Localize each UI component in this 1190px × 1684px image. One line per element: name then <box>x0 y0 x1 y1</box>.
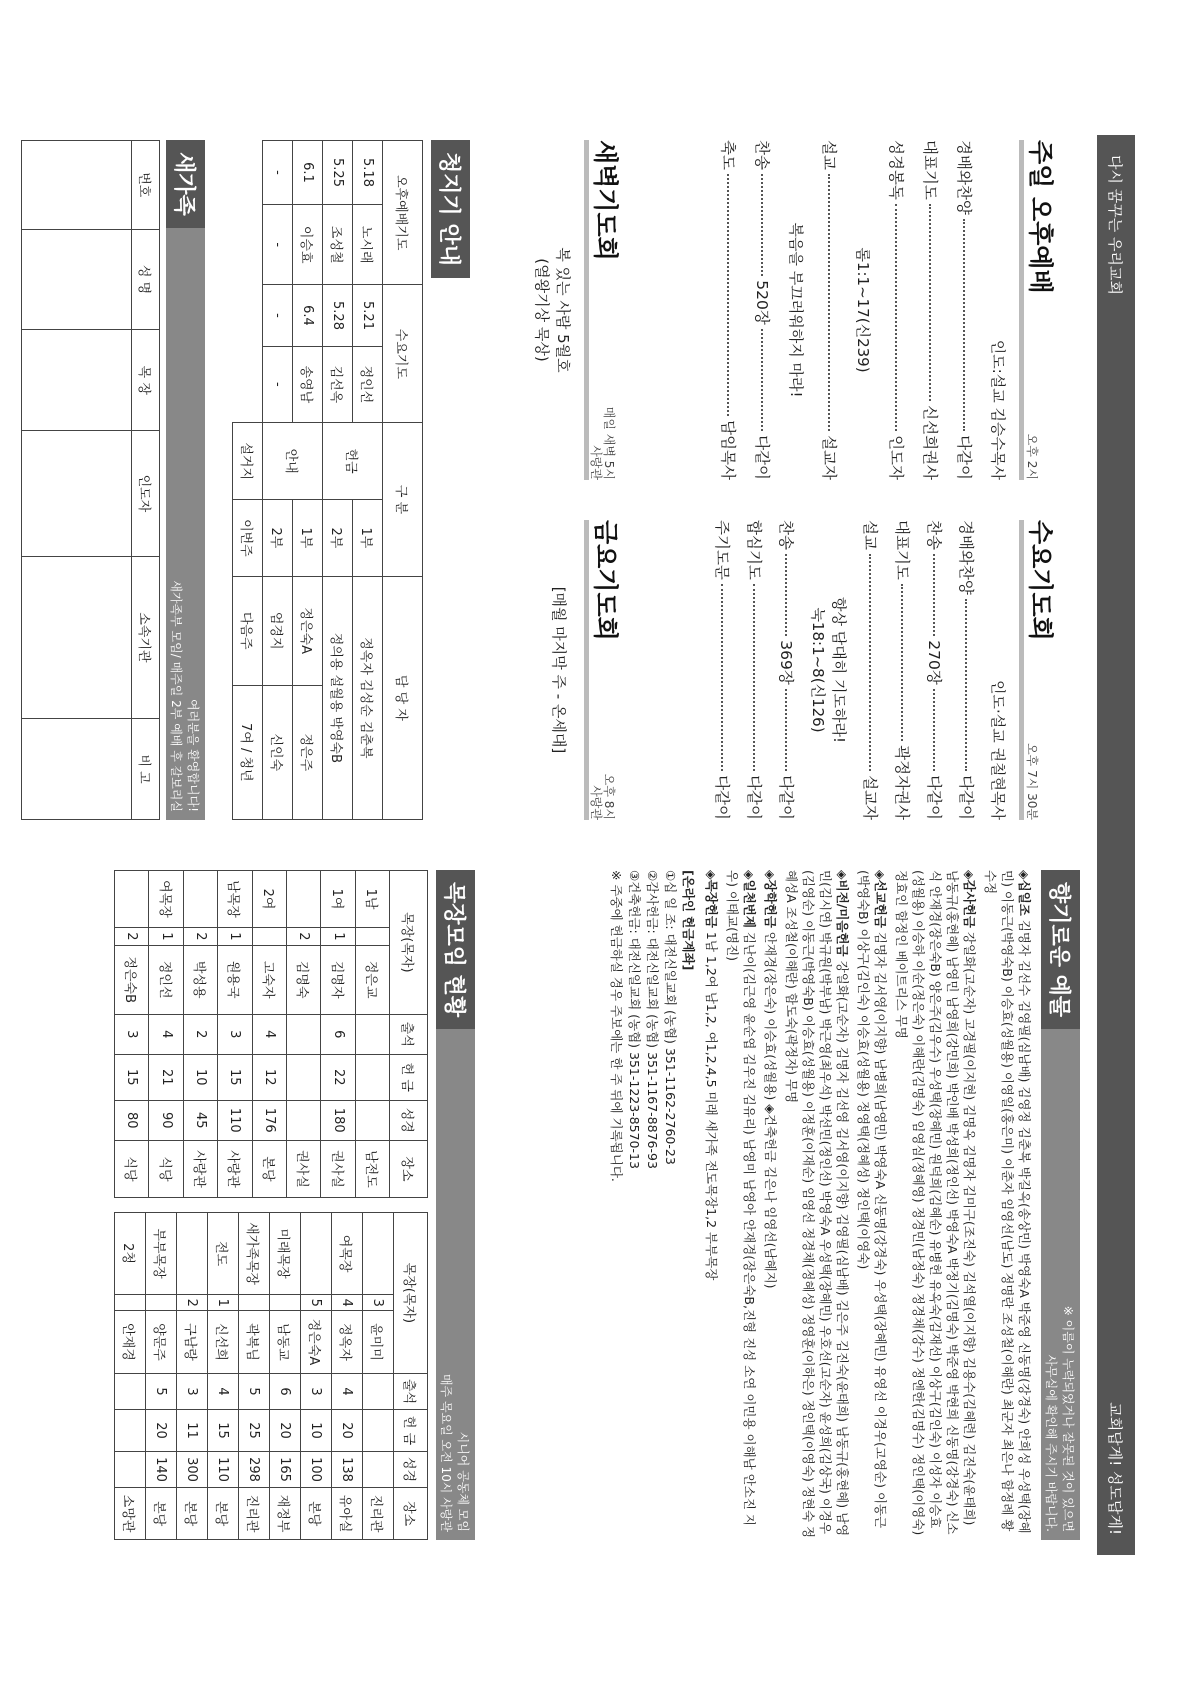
table-row <box>252 871 286 1198</box>
cells-subs <box>436 1029 475 1540</box>
th: 목장(목자) <box>394 1213 428 1374</box>
cell: - <box>263 285 293 346</box>
cell <box>22 719 132 820</box>
cell: 고숙자 <box>252 945 286 1014</box>
cell: 1남 <box>355 871 389 928</box>
friday-prayer <box>549 520 625 820</box>
cell: 7여 / 청년 <box>233 685 263 819</box>
offering-item-text: 강일화(고순자) 고경필(이지현) 김명옥 김명자 김미구(조진숙) 김석열(이지향) 김용수(김혜련) 김진숙(윤태희) 남동규(홍현혜) 남영민 남영희(강민희) 박인배 박성희(정인선) 박영숙A 박정기(김명숙) 박준영 박현희 신동명(강경숙) 신소식 안재경(장은숙B) 양은주(김우수) 우성택(장혜민) 원덕희(김혜순) 유병헌 유옥숙(김재선) 이상구(김인숙) 이성자 이승효(성월용) 이승하 이순(정은숙) 이해란(김명숙) 임영심(정혜영) 정경민(남정숙) 정경채(강수) 정엔한(김명수) 정인택(이영숙) 정효인 함정인 베이트리스 무명 <box>894 870 977 1536</box>
cell: 298 <box>239 1451 270 1488</box>
cell: 4 <box>332 1373 363 1410</box>
cell: 남목장 <box>218 871 252 928</box>
offering-item <box>703 870 720 1540</box>
th: 출석 <box>394 1373 428 1410</box>
th: 헌 금 <box>390 1054 428 1100</box>
cell: 165 <box>270 1451 301 1488</box>
cell <box>363 1451 394 1488</box>
cell: 정은숙B <box>115 945 149 1014</box>
table-row <box>218 871 252 1198</box>
top-band-left: 다시 꿈꾸는 우리교회 <box>1106 155 1125 295</box>
cell: 2 <box>287 928 321 946</box>
cell: 4 <box>208 1373 239 1410</box>
cell: 2 <box>183 928 217 946</box>
newfamily-note1: 여러분을 환영합니다! <box>186 699 201 812</box>
cell: 소망관 <box>115 1488 146 1540</box>
cell: 남동교 <box>270 1311 301 1374</box>
cell: 80 <box>115 1100 149 1140</box>
cell: 5 <box>239 1373 270 1410</box>
cell-groups <box>114 870 475 1540</box>
cell: 조성철 <box>323 205 353 285</box>
th: 소속기관 <box>132 556 160 718</box>
cell: 1 <box>149 928 183 946</box>
table-row <box>115 1213 146 1540</box>
cell: 90 <box>149 1100 183 1140</box>
th: 장소 <box>390 1140 428 1197</box>
cell-value: 청년 <box>238 756 253 782</box>
th: 목장(목자) <box>390 871 428 1015</box>
cell: 김명숙 <box>287 945 321 1014</box>
cell: 11 <box>177 1410 208 1452</box>
cells-sub1: 시니어 공동체 모임 <box>456 1431 471 1532</box>
cell: 2 <box>115 928 149 946</box>
cell <box>115 871 149 928</box>
cell: 138 <box>332 1451 363 1488</box>
offering-item <box>982 870 1033 1540</box>
table-row <box>363 1213 394 1540</box>
cell: 양문주 <box>146 1311 177 1374</box>
cell: 6 <box>270 1373 301 1410</box>
wednesday-row: 합심기도 다같이 <box>745 520 763 820</box>
cells-tables <box>114 870 428 1540</box>
cell: 사랑관 <box>218 1140 252 1197</box>
cell: 김명자 <box>321 945 355 1014</box>
cell <box>287 871 321 928</box>
offering-item-head: ◈십일조 <box>1017 870 1032 916</box>
sunday-row: 경배와찬양 다같이 <box>955 140 973 480</box>
offering-item <box>783 870 851 1540</box>
cell: 20 <box>270 1410 301 1452</box>
online-account: ③건축헌금: 대전신일교회 (농협) 351-1223-8570-13 <box>627 870 642 1169</box>
online-note: ※ 주중에 헌금하실 경우 주보에는 한 주 뒤에 기록됩니다. <box>609 870 624 1182</box>
offering-item-head: ◈일천번제 <box>742 870 757 928</box>
cell: 정인선 <box>149 945 183 1014</box>
cell <box>301 1213 332 1295</box>
cell: 140 <box>146 1451 177 1488</box>
cell: 본당 <box>208 1488 239 1540</box>
online-accounts <box>607 870 697 1540</box>
cell: 4 <box>252 1014 286 1054</box>
cell: 3 <box>177 1373 208 1410</box>
sunday-leader: 인도:설교 김승수목사 <box>989 339 1007 480</box>
cell: 6.1 <box>293 141 323 205</box>
sunday-title: 주일 오후예배 <box>1026 140 1055 294</box>
th-category: 구 분 <box>383 423 423 577</box>
cell: 2 <box>177 1295 208 1311</box>
table-row <box>321 871 355 1198</box>
offering-note1: ※ 이름이 누락되었거나 잘못된 것이 있으면 <box>1061 1305 1076 1532</box>
cell: - <box>263 205 293 285</box>
wednesday-time: 오후 7시 30분 <box>1025 743 1039 820</box>
table-row <box>301 1213 332 1540</box>
cells-table-left <box>114 870 428 1198</box>
wednesday-leader: 인도·설교 권칠현목사 <box>989 680 1007 820</box>
cell <box>239 1295 270 1311</box>
cell: 1 <box>208 1295 239 1311</box>
cell: 정의용 설월용 박영숙B <box>323 576 353 819</box>
cell: 3 <box>301 1373 332 1410</box>
cell: 20 <box>146 1410 177 1452</box>
cell: 10 <box>301 1410 332 1452</box>
cell: 진리관 <box>239 1488 270 1540</box>
cell: 15 <box>218 1054 252 1100</box>
cell <box>355 1100 389 1140</box>
cell: - <box>263 346 293 423</box>
cell <box>355 928 389 946</box>
offering-note2: 사무실에 확인해 주시기 바랍니다. <box>1044 1354 1059 1532</box>
dawn-tag <box>589 407 615 480</box>
offering-item <box>893 870 978 1540</box>
cell: 3 <box>218 1014 252 1054</box>
cell <box>355 1014 389 1054</box>
cell: 안재경 <box>115 1311 146 1374</box>
offering-item-text: 강일화(고순자) 김명자 김선영 김서영(이지향) 김영필(심남배) 김은주 김진숙(윤태희) 남동규(홍현혜) 남영민(김시연) 박규원(박부남) 박근영(최우석) 박선민(정인선) 박영숙A 우성택(장혜민) 우호선(고순자) 윤성희(김상국) 이경우(김영순) 이동근(박영숙B) 이승효(성월용) 이정훈(이재순) 임영선 정경채(정혜성) 정영훈(이하은) 정인택(이영숙) 정현숙 정혜성A 조성철(이해란) 함도숙(곽정자) 무명 <box>784 870 850 1539</box>
cell: 1 <box>218 928 252 946</box>
new-family <box>21 140 205 820</box>
cell: 5.18 <box>353 141 383 205</box>
cell: 2부 <box>263 500 293 577</box>
th: 성경 <box>390 1100 428 1140</box>
cell: 180 <box>321 1100 355 1140</box>
friday-tag1: 오후 8시 <box>602 773 616 820</box>
sunday-hymn: 찬송 520장 다같이 <box>753 140 771 480</box>
wednesday-title: 수요기도회 <box>1026 520 1055 641</box>
cell: 1여 <box>321 871 355 928</box>
th: 성경 <box>394 1451 428 1488</box>
cell <box>287 1100 321 1140</box>
offering-item-head: ◈장학헌금 <box>763 870 778 928</box>
cell-value: 7여 <box>238 722 253 744</box>
cell <box>115 1410 146 1452</box>
cell <box>287 1014 321 1054</box>
table-row <box>332 1213 363 1540</box>
sunday-row: 성경봉독 인도자 <box>887 140 905 480</box>
dawn-line2: (열왕기상 묵상) <box>533 258 551 362</box>
cell: 사랑관 <box>183 1140 217 1197</box>
cell: - <box>263 141 293 205</box>
offering-item-head: ◈목장헌금 <box>704 870 719 928</box>
cell <box>22 330 132 431</box>
cell <box>177 1213 208 1295</box>
dawn-prayer <box>532 140 625 480</box>
sunday-sermon-title: 복음을 부끄러워하지 마라! <box>787 222 805 398</box>
cell <box>287 1054 321 1100</box>
offering-item-text: 김명자 김서영(이지향) 남병희(남영민) 박영숙A 신동명(강경숙) 우성택(장혜민) 유영선 이경우(고영순) 이동근(박영숙B) 이상구(김인숙) 이승효(성월용) 정영택(정혜성) 정인택(이영숙) <box>856 870 888 1529</box>
online-account: ②감사헌금: 대전신일교회 (농협) 351-1167-8876-93 <box>645 870 660 1169</box>
cell: 4 <box>149 1014 183 1054</box>
cell: 식당 <box>115 1140 149 1197</box>
wednesday-row: 경배와찬양 다같이 <box>957 520 975 820</box>
cell: 본당 <box>301 1488 332 1540</box>
cell: 정은숙A <box>293 576 323 685</box>
sunday-service <box>706 140 1060 480</box>
th: 장소 <box>394 1488 428 1540</box>
friday-tag <box>589 774 615 820</box>
cell: 박성용 <box>183 945 217 1014</box>
cell: 부부목장 <box>146 1213 177 1295</box>
cells-sub2: 매주 목요일 오전 10시 사랑관 <box>439 1373 454 1532</box>
cell <box>22 556 132 718</box>
wednesday-row: 주기도문 다같이 <box>713 520 731 820</box>
cell: 6 <box>321 1014 355 1054</box>
sunday-row: 대표기도 신선희권사 <box>921 140 939 480</box>
dawn-title: 새벽기도회 <box>591 140 620 261</box>
cell: 5 <box>146 1373 177 1410</box>
cell: 20 <box>332 1410 363 1452</box>
cell: 1부 <box>293 500 323 577</box>
table-row <box>149 871 183 1198</box>
cell: 22 <box>321 1054 355 1100</box>
th: 목 장 <box>132 330 160 431</box>
cell: 300 <box>177 1451 208 1488</box>
offering-item-head: ◈비전/미음헌금 <box>835 870 850 957</box>
cell: 본당 <box>252 1140 286 1197</box>
th-person: 담 당 자 <box>383 576 423 819</box>
sunday-sermon: 설교 설교자 <box>820 140 838 480</box>
cell: 45 <box>183 1100 217 1140</box>
cell: 송영남 <box>293 346 323 423</box>
cell <box>115 1295 146 1311</box>
cell <box>22 229 132 330</box>
dawn-tag2: 사랑관 <box>589 445 603 480</box>
cell-empty <box>233 141 263 423</box>
cell <box>183 871 217 928</box>
newfamily-table <box>21 140 160 820</box>
offering-list <box>703 870 1033 1540</box>
cell: 노시래 <box>353 205 383 285</box>
cell: 안내 <box>263 423 323 500</box>
th: 비 고 <box>132 719 160 820</box>
friday-title: 금요기도회 <box>591 520 620 641</box>
cell: 4 <box>332 1295 363 1311</box>
th: 성 명 <box>132 229 160 330</box>
cell: 3 <box>363 1295 394 1311</box>
cell: 2청 <box>115 1213 146 1295</box>
cell <box>115 1373 146 1410</box>
offering-item <box>762 870 779 1540</box>
fragrant-offering <box>607 870 1080 1540</box>
offering-item-text: 김명자 김선수 김영필(심남배) 김영정 김춘복 박길옥(송상민) 박영숙A 박준영 신동명(강경숙) 안희성 우성택(장혜민) 이동근(박영숙B) 이승효(성월용) 이영일(홍은미) 이춘자 임영선(남도) 정명란 조성철(이해란) 최군자 최은나 함정례 황수정 <box>983 870 1032 1534</box>
offering-item-head: ◈선교헌금 <box>873 870 888 928</box>
cell <box>355 1054 389 1100</box>
cell: 25 <box>239 1410 270 1452</box>
cell: 5.21 <box>353 285 383 346</box>
wednesday-row: 설교 설교자 <box>861 520 879 820</box>
cell: 원용국 <box>218 945 252 1014</box>
cell: 식당 <box>149 1140 183 1197</box>
cell: 5 <box>301 1295 332 1311</box>
cell: 진리관 <box>363 1488 394 1540</box>
dawn-line1: 복 있는 사람 5월호 <box>554 247 572 373</box>
cell: 설거지 <box>233 423 263 500</box>
cell: 정옥자 <box>332 1311 363 1374</box>
newfamily-notes <box>166 228 205 820</box>
cell: 김선옥 <box>323 346 353 423</box>
cell: 100 <box>301 1451 332 1488</box>
steward-table <box>232 140 423 820</box>
cell: 21 <box>149 1054 183 1100</box>
cell: 2 <box>183 1014 217 1054</box>
cell: 본당 <box>146 1488 177 1540</box>
top-band <box>1097 135 1135 1555</box>
table-row <box>355 871 389 1198</box>
cell: 여목장 <box>149 871 183 928</box>
cell: 새가족목장 <box>239 1213 270 1295</box>
cell: 헌금 <box>323 423 383 500</box>
steward-title: 청지기 안내 <box>431 140 470 278</box>
cell: 본당 <box>177 1488 208 1540</box>
cell: 3 <box>115 1014 149 1054</box>
friday-line: [매월 마지막 주 - 온세대] <box>550 586 568 754</box>
th-afternoon: 오후예배기도 <box>383 141 423 285</box>
cell: 이승효 <box>293 205 323 285</box>
online-title: [온라인 헌금계좌] <box>681 870 696 971</box>
friday-tag2: 사랑관 <box>589 785 603 820</box>
cell: 구남랑 <box>177 1311 208 1374</box>
newfamily-title: 새가족 <box>166 140 205 228</box>
th-wednesday: 수요기도 <box>383 285 423 423</box>
offering-item-text: 김난이(김근영 윤순엽 김우진 김유리) 남영미 남영아 안재경(장은숙B,진형 진성 소연 이민용 이해남 안소진 지우) 이태교(명진) <box>725 870 757 1526</box>
cell <box>363 1213 394 1295</box>
th: 인도자 <box>132 431 160 557</box>
offering-item-text: 안재경(장은숙) 이승효(성월용) ◈건축헌금 김은나 임영선(남혜지) <box>763 931 778 1289</box>
cell: 2부 <box>323 500 353 577</box>
steward-guide <box>232 140 470 820</box>
cell: 정인선 <box>353 346 383 423</box>
cell: 정은교 <box>355 945 389 1014</box>
cell: 110 <box>208 1451 239 1488</box>
cell: 15 <box>115 1054 149 1100</box>
cell: 1부 <box>353 500 383 577</box>
cell: 이번주 <box>233 500 263 577</box>
wednesday-sermon-title: 항상 담대히 기도하라! <box>830 597 848 743</box>
cell: 신인숙 <box>263 685 293 819</box>
cell <box>270 1295 301 1311</box>
offering-item <box>855 870 889 1540</box>
newfamily-note2: 새가족부 모임/ 매주일 2부 예배 후 갈보리실 <box>169 580 184 812</box>
cell: 권사실 <box>287 1140 321 1197</box>
cell: 1 <box>321 928 355 946</box>
cell: 정은주 <box>293 685 323 819</box>
cell: 엄경지 <box>263 576 293 685</box>
wednesday-row: 찬송 369장 다같이 <box>777 520 795 820</box>
cell <box>22 431 132 557</box>
cells-table-right <box>114 1212 428 1540</box>
cell <box>22 141 132 230</box>
cell: 12 <box>252 1054 286 1100</box>
offering-item <box>724 870 758 1540</box>
cell: 정은숙A <box>301 1311 332 1374</box>
offering-notes <box>1041 1029 1080 1540</box>
cell <box>115 1451 146 1488</box>
table-row <box>208 1213 239 1540</box>
cell <box>363 1410 394 1452</box>
wednesday-verse: 눅18:1~8(신126) <box>809 607 827 733</box>
table-row <box>146 1213 177 1540</box>
cell: 110 <box>218 1100 252 1140</box>
cell: 권사실 <box>321 1140 355 1197</box>
cell: 176 <box>252 1100 286 1140</box>
cell: 재정부 <box>270 1488 301 1540</box>
cell: 다음주 <box>233 576 263 685</box>
cell: 신선희 <box>208 1311 239 1374</box>
sunday-benediction: 축도 담임목사 <box>719 140 737 480</box>
cell: 정옥자 김성순 김춘복 <box>353 576 383 819</box>
cell: 15 <box>208 1410 239 1452</box>
sunday-time: 오후 2시 <box>1025 433 1039 480</box>
offering-item-text: 1남 1,2여 남1,2, 여1,2,4,5 미래 새가족 전도목장1,2 부부목장 <box>704 931 719 1281</box>
wednesday-row: 찬송 270장 다같이 <box>925 520 943 820</box>
dawn-tag1: 매일 새벽 5시 <box>602 406 616 480</box>
cell <box>252 928 286 946</box>
th: 출석 <box>390 1014 428 1054</box>
table-row <box>287 871 321 1198</box>
cell: 10 <box>183 1054 217 1100</box>
table-row <box>270 1213 301 1540</box>
cell: 전도 <box>208 1213 239 1295</box>
cell: 5.28 <box>323 285 353 346</box>
cell <box>146 1295 177 1311</box>
cell: 곽복님 <box>239 1311 270 1374</box>
th: 번호 <box>132 141 160 230</box>
table-row <box>183 871 217 1198</box>
wednesday-service <box>702 520 1060 820</box>
table-row <box>115 871 149 1198</box>
cells-title: 목장모임 현황 <box>436 870 475 1029</box>
table-row <box>177 1213 208 1540</box>
cell: 2여 <box>252 871 286 928</box>
cell: 남전도 <box>355 1140 389 1197</box>
cell: 미래목장 <box>270 1213 301 1295</box>
cell: 여목장 <box>332 1213 363 1295</box>
table-row <box>239 1213 270 1540</box>
th: 헌 금 <box>394 1410 428 1452</box>
wednesday-row: 대표기도 곽정자권사 <box>893 520 911 820</box>
cell: 유아실 <box>332 1488 363 1540</box>
top-band-right: 교회답게! 성도답게! <box>1106 1402 1125 1535</box>
sunday-verse: 롬1:1~17(신239) <box>854 247 872 373</box>
offering-title: 향기로운 예물 <box>1041 870 1080 1029</box>
cell: 윤미미 <box>363 1311 394 1374</box>
online-account: ①십 일 조: 대전신일교회 (농협) 351-1162-2760-23 <box>663 870 678 1165</box>
cell <box>363 1373 394 1410</box>
cell: 5.25 <box>323 141 353 205</box>
cell: 6.4 <box>293 285 323 346</box>
offering-item-head: ◈감사헌금 <box>962 870 977 928</box>
